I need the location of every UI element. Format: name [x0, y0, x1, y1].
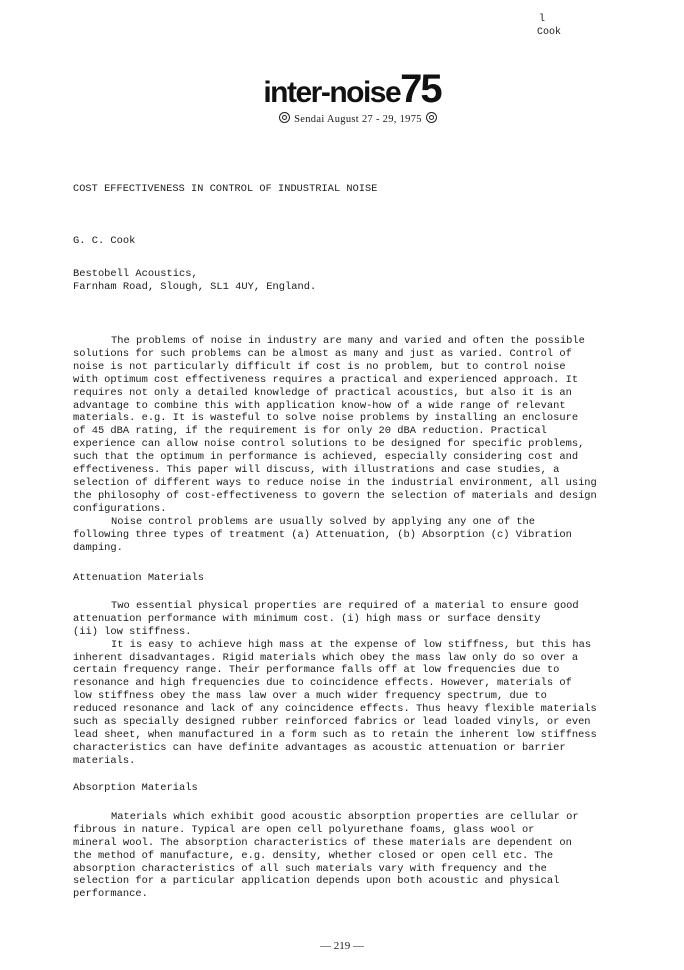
text-line: with optimum cost effectiveness requires a practical and experienced approach. It — [73, 373, 579, 386]
text-line: damping. — [73, 541, 123, 554]
section-heading: Absorption Materials — [73, 782, 198, 794]
text-line: characteristics can have definite advantages as acoustic attenuation or barrier — [73, 741, 566, 754]
corner-author-name: Cook — [537, 27, 562, 38]
corner-mark: l — [539, 14, 546, 25]
text-line: low stiffness obey the mass law over a much wider frequency spectrum, due to — [73, 690, 547, 703]
text-line: It is easy to achieve high mass at the expense of low stiffness, but this has — [111, 638, 592, 651]
text-line: requires not only a detailed knowledge of practical acoustics, but also it is an — [73, 386, 572, 399]
text-line: of 45 dBA rating, if the requirement is for only 20 dBA reduction. Practical — [73, 425, 547, 438]
text-line: Two essential physical properties are required of a material to ensure good — [111, 599, 579, 612]
text-line: absorption characteristics of all such materials vary with frequency and the — [73, 862, 547, 875]
text-line: effectiveness. This paper will discuss, with illustrations and case studies, a — [73, 464, 560, 477]
text-line: selection for a particular application depends upon both acoustic and physical — [73, 875, 560, 888]
text-line: reduced resonance and lack of any coincidence effects. Thus heavy flexible materials — [73, 703, 597, 716]
logo-main: inter-noise — [263, 76, 401, 109]
text-line: advantage to combine this with application know-how of a wide range of relevant — [73, 399, 566, 412]
text-line: materials. — [73, 754, 136, 767]
text-line: experience can allow noise control solutions to be designed for specific problems, — [73, 438, 585, 451]
text-line: configurations. — [73, 502, 167, 515]
intro-paragraph-2 — [73, 516, 618, 555]
seal-icon — [426, 112, 437, 123]
text-line: such as specially designed rubber reinforced fabrics or lead loaded vinyls, or even — [73, 716, 591, 729]
text-line: noise is not particularly difficult if cost is no problem, but to control noise — [73, 360, 566, 373]
text-line: (ii) low stiffness. — [73, 625, 192, 638]
absorption-paragraph-1 — [73, 811, 579, 901]
text-line: certain frequency range. Their performance falls off at low frequencies due to — [73, 664, 560, 677]
affiliation-line: Farnham Road, Slough, SL1 4UY, England. — [73, 280, 317, 293]
text-line: such that the optimum in performance is achieved, especially considering cost and — [73, 451, 579, 464]
text-line: The problems of noise in industry are many and varied and often the possible — [111, 335, 585, 347]
text-line: following three types of treatment (a) Attenuation, (b) Absorption (c) Vibration — [73, 528, 572, 541]
seal-icon — [279, 112, 290, 123]
venue-line — [32, 112, 684, 126]
text-line: the philosophy of cost-effectiveness to govern the selection of materials and design — [73, 489, 597, 502]
text-line: attenuation performance with minimum cost. (i) high mass or surface density — [73, 612, 541, 625]
intro-section — [73, 335, 618, 554]
section-heading: Attenuation Materials — [73, 572, 204, 584]
page-number: — 219 — — [320, 940, 364, 952]
text-line: the method of manufacture, e.g. density, whether closed or open cell etc. The — [73, 849, 554, 862]
venue-text: Sendai August 27 - 29, 1975 — [294, 114, 422, 125]
affiliation-line: Bestobell Acoustics, — [73, 268, 198, 280]
corner-annotation — [537, 13, 561, 39]
absorption-section — [73, 782, 579, 901]
text-line: Materials which exhibit good acoustic absorption properties are cellular or — [111, 810, 579, 823]
conference-masthead — [0, 67, 684, 126]
author-name: G. C. Cook — [73, 235, 136, 247]
text-line: fibrous in nature. Typical are open cell polyurethane foams, glass wool or — [73, 823, 535, 836]
intro-paragraph — [73, 335, 618, 516]
text-line: mineral wool. The absorption characteristics of these materials are dependent on — [73, 836, 572, 849]
text-line: resonance and high frequencies due to coincidence effects. However, materials of — [73, 677, 572, 690]
paper-title: COST EFFECTIVENESS IN CONTROL OF INDUSTRIAL NOISE — [73, 184, 378, 195]
attenuation-paragraph-2 — [73, 639, 597, 768]
text-line: selection of different ways to reduce noise in the industrial environment, all using — [73, 476, 597, 489]
attenuation-section — [73, 572, 597, 768]
affiliation — [73, 268, 316, 294]
text-line: lead sheet, when manufactured in a form such as to retain the inherent low stiffness — [73, 728, 597, 741]
attenuation-paragraph-1 — [73, 600, 597, 639]
conference-logo — [263, 67, 441, 111]
logo-year: 75 — [400, 67, 441, 111]
text-line: inherent disadvantages. Rigid materials which obey the mass law only do so over a — [73, 651, 579, 664]
text-line: performance. — [73, 888, 148, 901]
text-line: Noise control problems are usually solved by applying any one of the — [111, 515, 536, 528]
text-line: materials. e.g. It is wasteful to solve noise problems by installing an enclosure — [73, 412, 579, 425]
text-line: solutions for such problems can be almost as many and just as varied. Control of — [73, 347, 572, 360]
